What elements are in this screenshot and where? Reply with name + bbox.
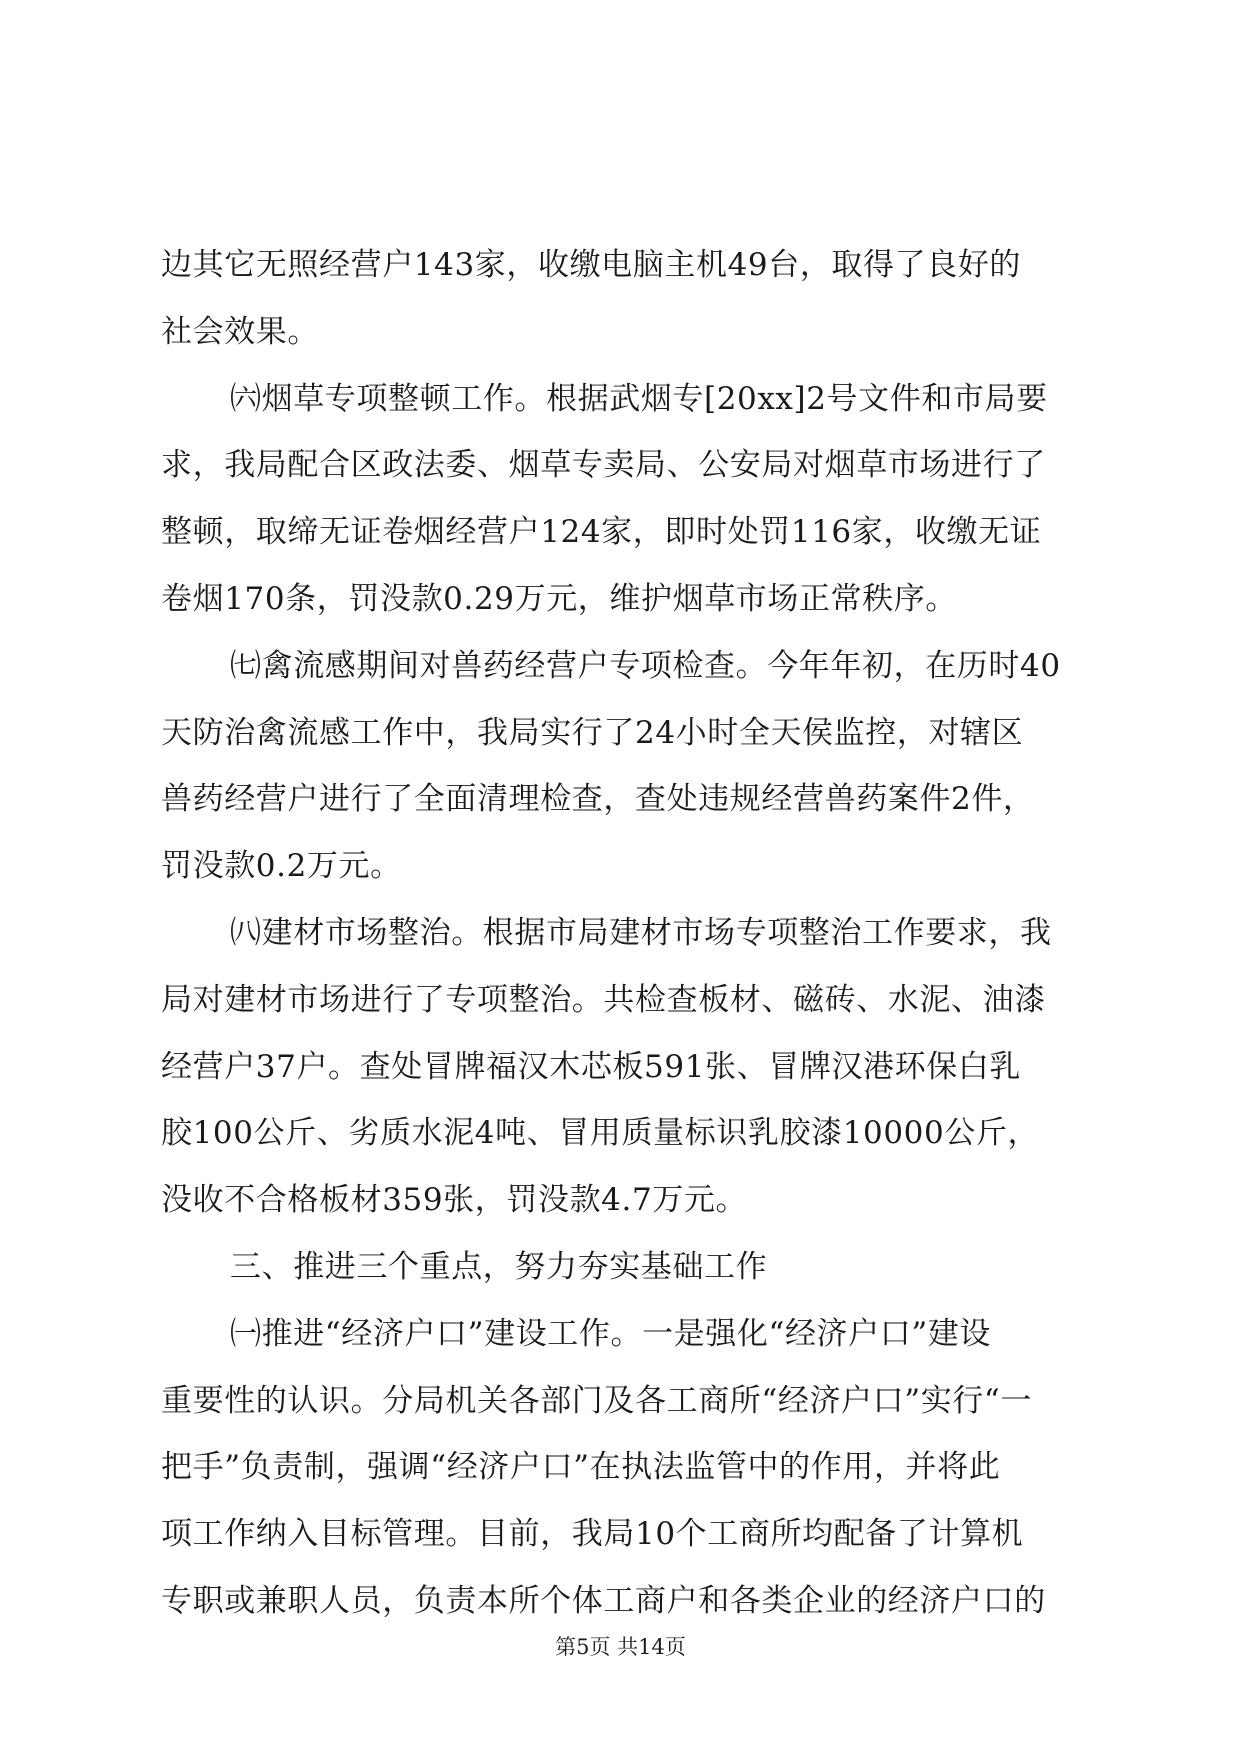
text-line: 经营户37户。查处冒牌福汉木芯板591张、冒牌汉港环保白乳 [161, 1048, 1022, 1085]
text-line: 边其它无照经营户143家，收缴电脑主机49台，取得了良好的 [161, 247, 1022, 283]
page-number-footer: 第5页 共14页 [555, 1635, 686, 1659]
text-line: 天防治禽流感工作中，我局实行了24小时全天侯监控，对辖区 [161, 714, 1024, 751]
text-line: 求，我局配合区政法委、烟草专卖局、公安局对烟草市场进行了 [161, 447, 1046, 484]
text-line: 胶100公斤、劣质水泥4吨、冒用质量标识乳胶漆10000公斤， [161, 1115, 1040, 1152]
text-line: 兽药经营户进行了全面清理检查，查处违规经营兽药案件2件， [161, 781, 1035, 818]
section-heading: 三、推进三个重点，努力夯实基础工作 [230, 1248, 768, 1285]
text-line: 整顿，取缔无证卷烟经营户124家，即时处罚116家，收缴无证 [161, 514, 1042, 551]
text-line: 社会效果。 [161, 313, 319, 350]
text-line: 专职或兼职人员，负责本所个体工商户和各类企业的经济户口的 [161, 1582, 1046, 1619]
text-line: 罚没款0.2万元。 [161, 848, 402, 885]
paragraph-start-line: ㈦禽流感期间对兽药经营户专项检查。今年年初，在历时40 [230, 647, 1061, 684]
text-line: 把手”负责制，强调“经济户口”在执法监管中的作用，并将此 [161, 1449, 1001, 1486]
text-line: 没收不合格板材359张，罚没款4.7万元。 [161, 1182, 748, 1219]
text-line: 卷烟170条，罚没款0.29万元，维护烟草市场正常秩序。 [161, 580, 957, 617]
document-body [161, 232, 1091, 1635]
text-line: 项工作纳入目标管理。目前，我局10个工商所均配备了计算机 [161, 1516, 1024, 1553]
paragraph-start-line: ㈠推进“经济户口”建设工作。一是强化“经济户口”建设 [230, 1315, 991, 1352]
text-line: 局对建材市场进行了专项整治。共检查板材、磁砖、水泥、油漆 [161, 981, 1046, 1018]
text-line: 重要性的认识。分局机关各部门及各工商所“经济户口”实行“一 [161, 1382, 1032, 1419]
paragraph-start-line: ㈧建材市场整治。根据市局建材市场专项整治工作要求，我 [230, 914, 1052, 951]
paragraph-start-line: ㈥烟草专项整顿工作。根据武烟专[20xx]2号文件和市局要 [230, 380, 1048, 417]
